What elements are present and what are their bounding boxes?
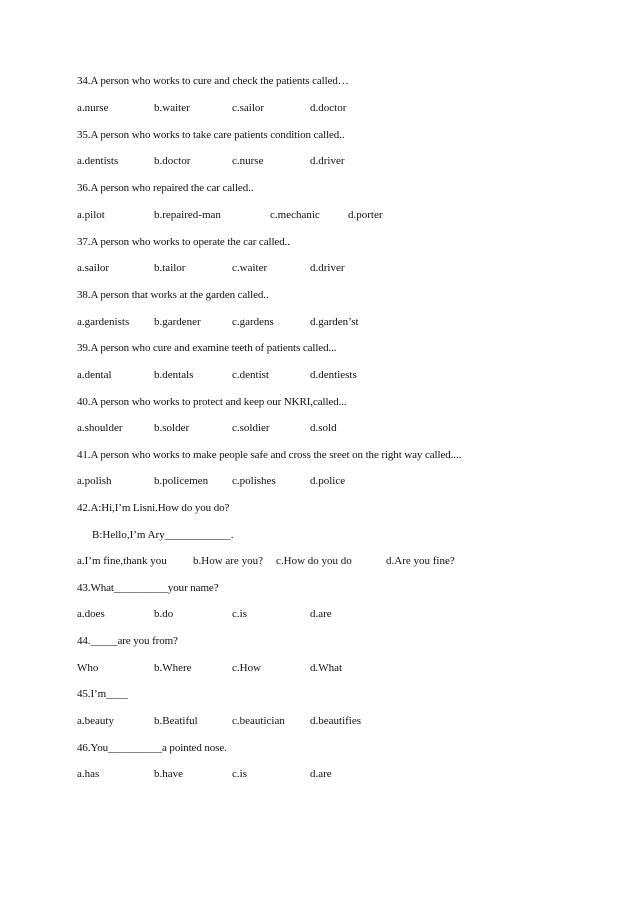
option-36-d: d.porter xyxy=(348,209,383,221)
option-40-b: b.solder xyxy=(154,422,190,434)
option-43-b: b.do xyxy=(154,608,174,620)
option-37-c: c.waiter xyxy=(232,262,268,274)
option-35-a: a.dentists xyxy=(77,155,119,167)
option-41-a: a.polish xyxy=(77,475,112,487)
question-42: 42.A:Hi,I’m Lisni.How do you do? xyxy=(77,502,230,514)
question-40: 40.A person who works to protect and keep our NKRI,called... xyxy=(77,396,347,408)
option-37-a: a.sailor xyxy=(77,262,110,274)
question-44: 44._____are you from? xyxy=(77,635,178,647)
option-42-b: b.How are you? xyxy=(193,555,263,567)
option-42-d: d.Are you fine? xyxy=(386,555,455,567)
option-37-d: d.driver xyxy=(310,262,345,274)
option-45-c: c.beautician xyxy=(232,715,285,727)
question-38: 38.A person that works at the garden called.. xyxy=(77,289,269,301)
option-44-c: c.How xyxy=(232,662,262,674)
question-45: 45.I’m____ xyxy=(77,688,128,700)
question-41: 41.A person who works to make people safe and cross the sreet on the right way called.... xyxy=(77,449,462,461)
option-46-d: d.are xyxy=(310,768,332,780)
question-34: 34.A person who works to cure and check the patients called… xyxy=(77,75,349,87)
option-34-b: b.waiter xyxy=(154,102,190,114)
option-44-b: b.Where xyxy=(154,662,192,674)
option-46-c: c.is xyxy=(232,768,247,780)
option-35-b: b.doctor xyxy=(154,155,191,167)
option-36-c: c.mechanic xyxy=(270,209,320,221)
option-34-c: c.sailor xyxy=(232,102,265,114)
option-35-d: d.driver xyxy=(310,155,345,167)
option-39-d: d.dentiests xyxy=(310,369,357,381)
option-39-a: a.dental xyxy=(77,369,112,381)
option-38-b: b.gardener xyxy=(154,316,201,328)
option-39-b: b.dentals xyxy=(154,369,194,381)
option-44-d: d.What xyxy=(310,662,343,674)
option-36-b: b.repaired-man xyxy=(154,209,221,221)
option-41-d: d.police xyxy=(310,475,346,487)
option-44-a: Who xyxy=(77,662,99,674)
option-42-c: c.How do you do xyxy=(276,555,352,567)
option-45-b: b.Beatiful xyxy=(154,715,198,727)
option-38-d: d.garden’st xyxy=(310,316,359,328)
option-46-b: b.have xyxy=(154,768,184,780)
option-40-c: c.soldier xyxy=(232,422,270,434)
option-45-d: d.beautifies xyxy=(310,715,362,727)
option-37-b: b.tailor xyxy=(154,262,186,274)
question-35: 35.A person who works to take care patients condition called.. xyxy=(77,129,345,141)
option-41-c: c.polishes xyxy=(232,475,276,487)
option-43-d: d.are xyxy=(310,608,332,620)
option-34-d: d.doctor xyxy=(310,102,347,114)
option-38-c: c.gardens xyxy=(232,316,274,328)
question-39: 39.A person who cure and examine teeth of patients called... xyxy=(77,342,337,354)
option-41-b: b.policemen xyxy=(154,475,209,487)
question-42-dialogue: B:Hello,I’m Ary____________. xyxy=(92,529,234,541)
option-43-c: c.is xyxy=(232,608,247,620)
option-42-a: a.I’m fine,thank you xyxy=(77,555,167,567)
question-46: 46.You__________a pointed nose. xyxy=(77,742,227,754)
option-36-a: a.pilot xyxy=(77,209,105,221)
question-43: 43.What__________your name? xyxy=(77,582,219,594)
option-38-a: a.gardenists xyxy=(77,316,130,328)
option-35-c: c.nurse xyxy=(232,155,264,167)
option-45-a: a.beauty xyxy=(77,715,114,727)
option-46-a: a.has xyxy=(77,768,100,780)
question-37: 37.A person who works to operate the car called.. xyxy=(77,236,290,248)
question-36: 36.A person who repaired the car called.. xyxy=(77,182,254,194)
option-40-a: a.shoulder xyxy=(77,422,123,434)
option-40-d: d.sold xyxy=(310,422,337,434)
option-43-a: a.does xyxy=(77,608,105,620)
option-39-c: c.dentist xyxy=(232,369,269,381)
option-34-a: a.nurse xyxy=(77,102,109,114)
